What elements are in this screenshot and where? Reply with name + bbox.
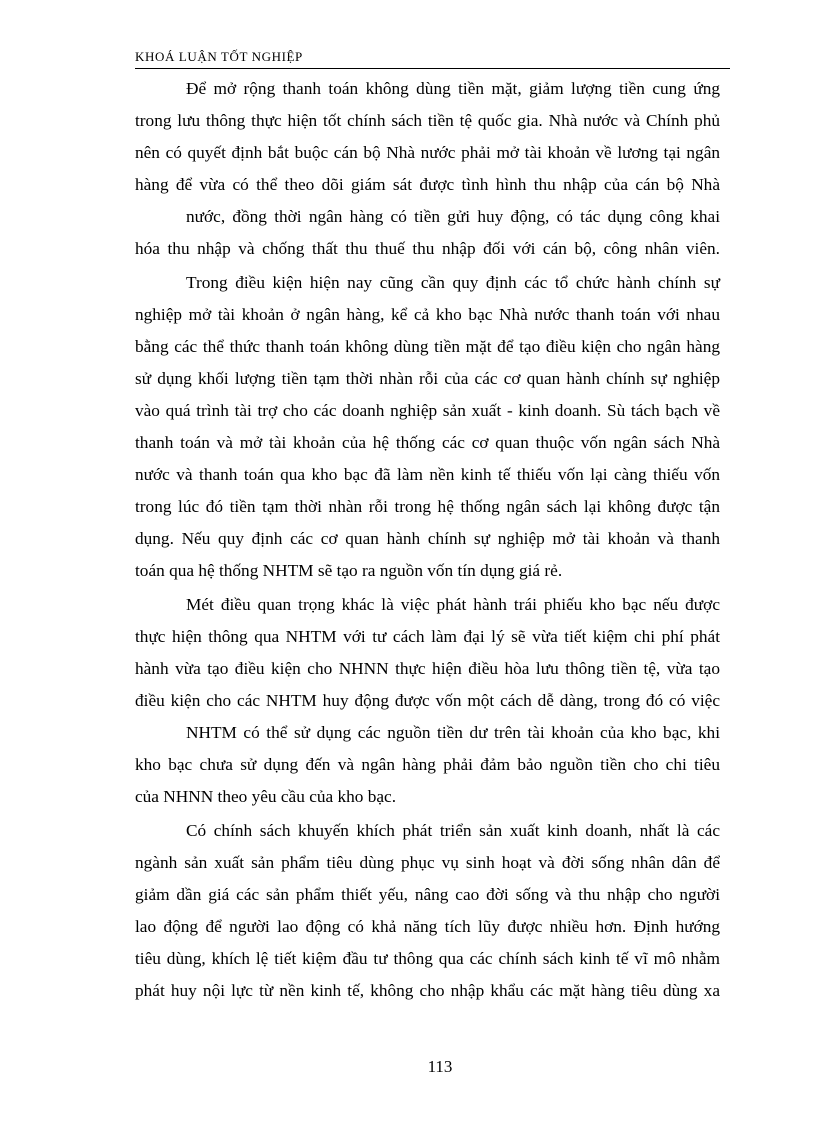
text-line: hàng để vừa có thể theo dõi giám sát được tình hình thu nhập của cán bộ Nhà bbox=[135, 175, 720, 194]
text-line: của NHNN theo yêu cầu của kho bạc. bbox=[135, 787, 397, 806]
page-number: 113 bbox=[427, 1057, 453, 1076]
text-line: lao động để người lao động có khả năng tích lũy được nhiều hơn. Định hướng bbox=[135, 917, 720, 936]
text-line: NHTM có thể sử dụng các nguồn tiền dư trên tài khoản của kho bạc, khi bbox=[186, 723, 720, 742]
running-header: KHOÁ LUẬN TỐT NGHIỆP bbox=[135, 48, 730, 69]
text-line: tiêu dùng, khích lệ tiết kiệm đầu tư thông qua các chính sách kinh tế vĩ mô nhằm bbox=[135, 949, 720, 968]
text-line: trong lúc đó tiền tạm thời nhàn rỗi trong hệ thống ngân sách lại không được tận bbox=[135, 497, 720, 516]
text-line: hành vừa tạo điều kiện cho NHNN thực hiện điều hòa lưu thông tiền tệ, vừa tạo bbox=[135, 659, 720, 678]
text-line: nên có quyết định bắt buộc cán bộ Nhà nước phải mở tài khoản về lương tại ngân bbox=[135, 143, 720, 162]
text-line: Trong điều kiện hiện nay cũng cần quy định các tổ chức hành chính sự bbox=[186, 273, 720, 292]
text-line: toán qua hệ thống NHTM sẽ tạo ra nguồn vốn tín dụng giá rẻ. bbox=[135, 561, 563, 580]
text-line: kho bạc chưa sử dụng đến và ngân hàng phải đảm bảo nguồn tiền cho chi tiêu bbox=[135, 755, 720, 774]
text-line: giảm dần giá các sản phẩm thiết yếu, nâng cao đời sống và thu nhập cho người bbox=[135, 885, 720, 904]
text-line: trong lưu thông thực hiện tốt chính sách tiền tệ quốc gia. Nhà nước và Chính phủ bbox=[135, 111, 720, 130]
text-line: thanh toán và mở tài khoản của hệ thống các cơ quan thuộc vốn ngân sách Nhà bbox=[135, 433, 720, 452]
text-line: vào quá trình tài trợ cho các doanh nghiệp sản xuất - kinh doanh. Sù tách bạch về bbox=[135, 401, 720, 420]
text-line: ngành sản xuất sản phẩm tiêu dùng phục vụ sinh hoạt và đời sống nhân dân để bbox=[135, 853, 720, 872]
text-line: nước và thanh toán qua kho bạc đã làm nền kinh tế thiếu vốn lại càng thiếu vốn bbox=[135, 465, 720, 484]
text-line: điều kiện cho các NHTM huy động được vốn một cách dễ dàng, trong đó có việc bbox=[135, 691, 720, 710]
text-line: Mét điều quan trọng khác là việc phát hành trái phiếu kho bạc nếu được bbox=[186, 595, 720, 614]
text-line: thực hiện thông qua NHTM với tư cách làm đại lý sẽ vừa tiết kiệm chi phí phát bbox=[135, 627, 720, 646]
text-line: dụng. Nếu quy định các cơ quan hành chính sự nghiệp mở tài khoản và thanh bbox=[135, 529, 720, 548]
text-line: Có chính sách khuyến khích phát triển sản xuất kinh doanh, nhất là các bbox=[186, 821, 720, 840]
text-line: phát huy nội lực từ nền kinh tế, không cho nhập khẩu các mặt hàng tiêu dùng xa bbox=[135, 981, 720, 1000]
text-line: Để mở rộng thanh toán không dùng tiền mặt, giảm lượng tiền cung ứng bbox=[186, 79, 720, 98]
text-line: nước, đồng thời ngân hàng có tiền gửi huy động, có tác dụng công khai bbox=[186, 207, 720, 226]
text-line: hóa thu nhập và chống thất thu thuế thu nhập đối với cán bộ, công nhân viên. bbox=[135, 239, 720, 258]
text-line: sử dụng khối lượng tiền tạm thời nhàn rỗi của các cơ quan hành chính sự nghiệp bbox=[135, 369, 720, 388]
text-line: nghiệp mở tài khoản ở ngân hàng, kể cả kho bạc Nhà nước thanh toán với nhau bbox=[135, 305, 720, 324]
text-line: bằng các thể thức thanh toán không dùng tiền mặt để tạo điều kiện cho ngân hàng bbox=[135, 337, 720, 356]
